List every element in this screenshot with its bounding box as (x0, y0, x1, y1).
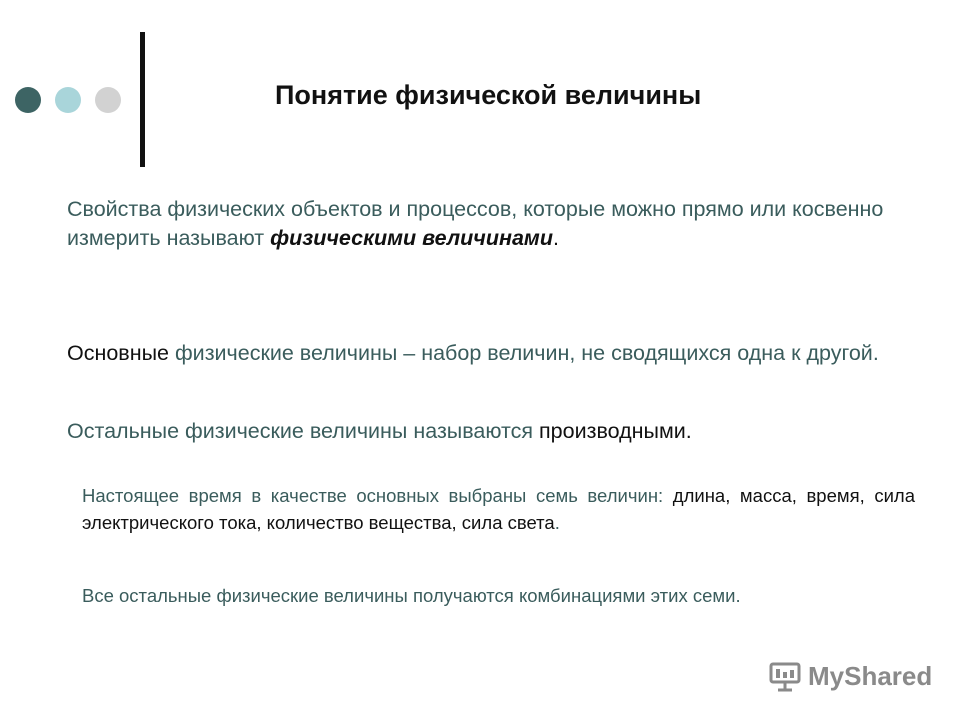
seven-quantities-paragraph (82, 482, 915, 536)
title-divider (140, 32, 145, 167)
seven-quantities-list: длина, масса, время, сила электрического тока, количество вещества, сила света (82, 485, 915, 533)
decorative-dot-dark (15, 87, 41, 113)
derived-end: . (685, 419, 692, 443)
decorative-dot-gray (95, 87, 121, 113)
slide-title: Понятие физической величины (275, 80, 702, 110)
basic-lead-word: Основные (67, 341, 170, 365)
watermark-brand: MyShared (808, 660, 933, 691)
derived-term: производными (539, 419, 686, 443)
definition-text: Свойства физических объектов и процессов, которые можно прямо или косвенно измерить называют (67, 197, 884, 250)
definition-end: . (552, 226, 559, 250)
definition-term: физическими величинами (270, 226, 553, 250)
seven-end: . (554, 512, 560, 533)
definition-paragraph (67, 195, 887, 253)
derived-text: Остальные физические величины называются (67, 419, 540, 443)
decorative-dot-light-blue (55, 87, 81, 113)
basic-rest-text: физические величины – набор величин, не сводящихся одна к другой. (169, 341, 879, 365)
presentation-board-icon (768, 659, 802, 693)
combinations-text: Все остальные физические величины получаются комбинациями этих семи. (82, 585, 741, 606)
derived-quantities-paragraph (67, 417, 927, 446)
seven-intro-text: Настоящее время в качестве основных выбраны семь величин: (82, 485, 673, 506)
watermark-logo (768, 656, 932, 696)
basic-quantities-paragraph (67, 339, 927, 368)
combinations-paragraph (82, 582, 915, 609)
